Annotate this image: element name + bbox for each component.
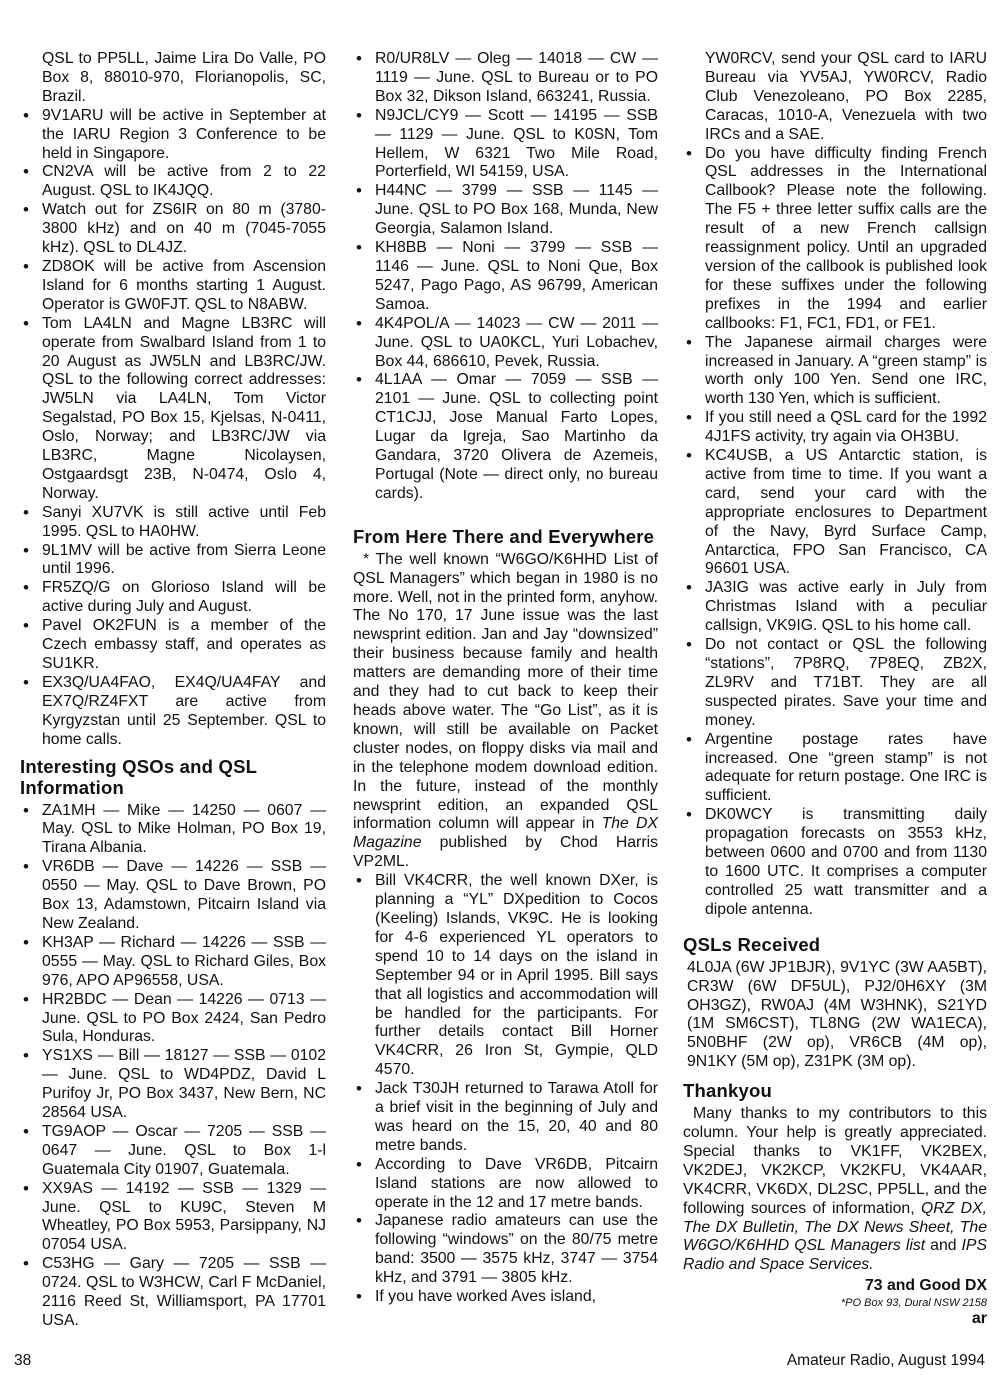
signoff: 73 and Good DX xyxy=(864,1277,987,1295)
ips-source: IPS Radio and Space Services. xyxy=(683,1237,987,1274)
list-item: • N9JCL/CY9 — Scott — 14195 — SSB — 1129 — June. QSL to K0SN, Tom Hellem, W 6321 Two Mile Road, Porterfield, WI 54159, USA. xyxy=(353,107,658,183)
news-list xyxy=(353,872,658,1307)
list-item: • CN2VA will be active from 2 to 22 August. QSL to IK4JQQ. xyxy=(20,163,326,201)
section-heading-qsos: Interesting QSOs and QSL Information xyxy=(20,755,257,798)
list-item: • C53HG — Gary — 7205 — SSB — 0724. QSL to W3HCW, Carl F McDaniel, 2116 Reed St, Williamsport, PA 17701 USA. xyxy=(20,1255,326,1331)
thanks-text: Many thanks to my contributors to this column. Your help is greatly appreciated. Special thanks to VK1FF, VK2BEX, VK2DEJ, VK2KCP, VK2KFU, VK4AAR, VK4CRR, VK6DX, DL2SC, PP5LL, and the following sources of information, xyxy=(683,1105,987,1217)
qso-list xyxy=(20,802,326,1331)
list-item: • Argentine postage rates have increased. One “green stamp” is not adequate for return postage. One IRC is sufficient. xyxy=(683,731,987,807)
intro-text: * The well known “W6GO/K6HHD List of QSL Managers” which began in 1980 is no more. Well, not in the printed form, anyhow. The No 170, 17 June issue was the last newsprint edition. Jan and Jay “downsized” their business because family and health matters are demanding more of their time and they had to cut back to keep their heads above water. The “Go List”, as it is known, will still be available on Packet cluster nodes, on floppy disks via mail and in the telephone modem download edition. In the future, instead of the monthly newsprint edition, an expanded QSL information column will appear in xyxy=(353,550,658,833)
intro-paragraph xyxy=(353,551,658,872)
author-address: *PO Box 93, Dural NSW 2158 xyxy=(840,1297,987,1310)
column-2 xyxy=(353,50,658,1307)
list-item: • EX3Q/UA4FAO, EX4Q/UA4FAY and EX7Q/RZ4FXT are active from Kyrgyzstan until 25 September. QSL to home calls. xyxy=(20,674,326,750)
list-item: • FR5ZQ/G on Glorioso Island will be active during July and August. xyxy=(20,579,326,617)
list-item: • XX9AS — 14192 — SSB — 1329 — June. QSL to KU9C, Steven M Wheatley, PO Box 5953, Parsippany, NJ 07054 USA. xyxy=(20,1180,326,1256)
section-heading-everywhere: From Here There and Everywhere xyxy=(353,525,655,547)
magazine-title: The DX Magazine xyxy=(353,815,658,852)
list-item: • HR2BDC — Dean — 14226 — 0713 — June. QSL to PO Box 2424, San Pedro Sula, Honduras. xyxy=(20,991,326,1048)
end-mark: ar xyxy=(971,1310,987,1328)
news-list xyxy=(20,107,326,750)
list-item: • Japanese radio amateurs can use the following “windows” on the 80/75 metre band: 3500 — 3575 kHz, 3747 — 3754 kHz, and 3791 — 3805 kHz. xyxy=(353,1212,658,1288)
sources-list: QRZ DX, The DX Bulletin, The DX News Sheet, The W6GO/K6HHD QSL Managers list xyxy=(683,1199,987,1255)
list-item: • 4L1AA — Omar — 7059 — SSB — 2101 — June. QSL to collecting point CT1CJJ, Jose Manual Farto Lopes, Lugar da Igreja, Sao Martinho da Gandara, 3720 Olivera de Azemeis, Portugal (Note — direct only, no bureau cards). xyxy=(353,371,658,503)
continued-paragraph: QSL to PP5LL, Jaime Lira Do Valle, PO Box 8, 88010-970, Florianopolis, SC, Brazil. xyxy=(42,50,326,105)
list-item: • Tom LA4LN and Magne LB3RC will operate from Swalbard Island from 1 to 20 August as JW5LN and LB3RC/JW. QSL to the following correct addresses: JW5LN via LA4LN, Tom Victor Segalstad, PO Box 15, Kjelsas, N-0411, Oslo, Norway; and LB3RC/JW via LB3RC, Magne Nicolaysen, Ostgaardsgt 23B, N-0474, Oslo 4, Norway. xyxy=(20,315,326,504)
column-1 xyxy=(20,50,326,1331)
list-item: • VR6DB — Dave — 14226 — SSB — 0550 — May. QSL to Dave Brown, PO Box 13, Adamstown, Pitcairn Island via New Zealand. xyxy=(20,858,326,934)
intro-text-end: published by Chod Harris VP2ML. xyxy=(353,834,658,871)
list-item: • 9V1ARU will be active in September at the IARU Region 3 Conference to be held in Singapore. xyxy=(20,107,326,164)
list-item: • DK0WCY is transmitting daily propagation forecasts on 3553 kHz, between 0600 and 0700 and from 1130 to 1600 UTC. It comprises a computer controlled 25 watt transmitter and a dipole antenna. xyxy=(683,806,987,919)
section-heading-thankyou: Thankyou xyxy=(683,1080,772,1102)
list-item: • ZD8OK will be active from Ascension Island for 6 months starting 1 August. Operator is GW0FJT. QSL to N8ABW. xyxy=(20,258,326,315)
list-item: • If you still need a QSL card for the 1992 4J1FS activity, try again via OH3BU. xyxy=(683,409,987,447)
continued-paragraph: YW0RCV, send your QSL card to IARU Bureau via YV5AJ, YW0RCV, Radio Club Venezoleano, PO Box 2285, Caracas, 1010-A, Venezuela with two IRCs and a SAE. xyxy=(705,50,987,143)
list-item: • JA3IG was active early in July from Christmas Island with a peculiar callsign, VK9IG. QSL to his home call. xyxy=(683,579,987,636)
publication-line: Amateur Radio, August 1994 xyxy=(786,1352,985,1369)
list-item: • KH3AP — Richard — 14226 — SSB — 0555 — May. QSL to Richard Giles, Box 976, APO AP96558, USA. xyxy=(20,934,326,991)
thanks-paragraph xyxy=(683,1105,987,1275)
list-item: • H44NC — 3799 — SSB — 1145 — June. QSL to PO Box 168, Munda, New Georgia, Salamon Island. xyxy=(353,182,658,239)
thanks-conjunction: and xyxy=(925,1237,962,1255)
column-3 xyxy=(683,50,987,1329)
list-item: • If you have worked Aves island, xyxy=(353,1288,658,1307)
list-item: • Sanyi XU7VK is still active until Feb 1995. QSL to HA0HW. xyxy=(20,504,326,542)
list-item: • KC4USB, a US Antarctic station, is active from time to time. If you want a card, send your card with the appropriate enclosures to Department of the Navy, Byrd Surface Camp, Antarctica, FPO San Francisco, CA 96601 USA. xyxy=(683,447,987,579)
section-heading-qsls-received: QSLs Received xyxy=(683,933,821,955)
list-item: • TG9AOP — Oscar — 7205 — SSB — 0647 — June. QSL to Box 1-l Guatemala City 01907, Guatemala. xyxy=(20,1123,326,1180)
list-item: • Jack T30JH returned to Tarawa Atoll for a brief visit in the beginning of July and was heard on the 15, 20, 40 and 80 metre bands. xyxy=(353,1080,658,1156)
list-item: • R0/UR8LV — Oleg — 14018 — CW — 1119 — June. QSL to Bureau or to PO Box 32, Dikson Island, 663241, Russia. xyxy=(353,50,658,107)
page-number: 38 xyxy=(14,1352,32,1369)
list-item: • 9L1MV will be active from Sierra Leone until 1996. xyxy=(20,542,326,580)
list-item: • 4K4POL/A — 14023 — CW — 2011 — June. QSL to UA0KCL, Yuri Lobachev, Box 44, 686610, Pevek, Russia. xyxy=(353,315,658,372)
news-list xyxy=(683,145,987,920)
list-item: • Do you have difficulty finding French QSL addresses in the International Callbook? Please note the following. The F5 + three letter suffix calls are the result of a new French callsign reassignment policy. Until an upgraded version of the callbook is published look for these suffixes under the following prefixes in the 1994 and earlier callbooks: F1, FC1, FD1, or FE1. xyxy=(683,145,987,334)
list-item: • The Japanese airmail charges were increased in January. A “green stamp” is worth only 100 Yen. Send one IRC, worth 130 Yen, which is sufficient. xyxy=(683,334,987,410)
list-item: • Bill VK4CRR, the well known DXer, is planning a “YL” DXpedition to Cocos (Keeling) Islands, VK9C. He is looking for 4-6 experienced YL operators to spend 10 to 14 days on the island in September 94 or in April 1995. Bill says that all logistics and accommodation will be handled for the participants. For further details contact Bill Horner VK4CRR, 26 Iron St, Gympie, QLD 4570. xyxy=(353,872,658,1080)
qso-list-continued xyxy=(353,50,658,504)
list-item: • Watch out for ZS6IR on 80 m (3780-3800 kHz) and on 40 m (7045-7055 kHz). QSL to DL4JZ. xyxy=(20,201,326,258)
list-item: • KH8BB — Noni — 3799 — SSB — 1146 — June. QSL to Noni Que, Box 5247, Pago Pago, AS 96799, American Samoa. xyxy=(353,239,658,315)
qsls-received-paragraph: 4L0JA (6W JP1BJR), 9V1YC (3W AA5BT), CR3W (6W DF5UL), PJ2/0H6XY (3M OH3GZ), RW0AJ (4M W3HNK), S21YD (1M SM6CST), TL8NG (2W WA1ECA), 5N0BHF (2W op), VR6CB (4M op), 9N1KY (5M op), Z31PK (3M op). xyxy=(687,958,987,1071)
list-item: • Pavel OK2FUN is a member of the Czech embassy staff, and operates as SU1KR. xyxy=(20,617,326,674)
list-item: • ZA1MH — Mike — 14250 — 0607 — May. QSL to Mike Holman, PO Box 19, Tirana Albania. xyxy=(20,802,326,859)
list-item: • Do not contact or QSL the following “stations”, 7P8RQ, 7P8EQ, ZB2X, ZL9RV and T71BT. They are all suspected pirates. Save your time and money. xyxy=(683,636,987,731)
list-item: • YS1XS — Bill — 18127 — SSB — 0102 — June. QSL to WD4PDZ, David L Purifoy Jr, PO Box 3437, New Bern, NC 28564 USA. xyxy=(20,1047,326,1123)
list-item: • According to Dave VR6DB, Pitcairn Island stations are now allowed to operate in the 12 and 17 metre bands. xyxy=(353,1156,658,1213)
